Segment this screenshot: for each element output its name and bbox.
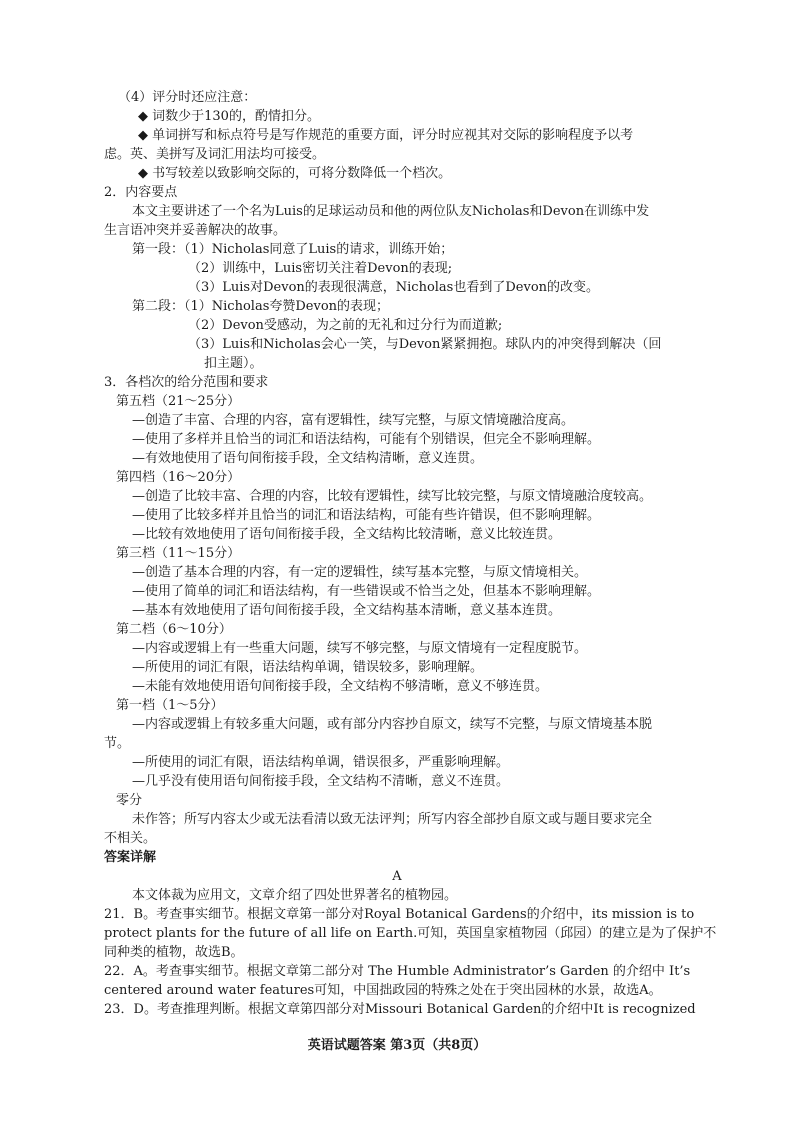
- notes-item-handwriting: ◆ 书写较差以致影响交际的，可将分数降低一个档次。: [138, 166, 452, 181]
- answer-21-cont: 同种类的植物，故选B。: [104, 945, 244, 960]
- grade1-criterion-cont: 节。: [104, 736, 131, 751]
- content-intro: 本文主要讲述了一个名为Luis的足球运动员和他的两位队友Nicholas和Devon在训练中发: [132, 204, 650, 219]
- grade1-criterion: —所使用的词汇有限，语法结构单调，错误很多，严重影响理解。: [132, 755, 510, 770]
- grade1-title: 第一档（1～5分）: [116, 698, 224, 713]
- para2-point1: 第二段：（1）Nicholas夸赞Devon的表现；: [132, 299, 390, 314]
- grade4-criterion: —比较有效地使用了语句间衔接手段，全文结构比较清晰，意义比较连贯。: [132, 527, 562, 542]
- content-intro-cont: 生言语冲突并妥善解决的故事。: [104, 223, 287, 238]
- grade0-description: 未作答；所写内容太少或无法看清以致无法评判；所写内容全部抄自原文或与题目要求完全: [132, 812, 653, 827]
- grades-heading: 3．各档次的给分范围和要求: [104, 375, 269, 390]
- grade1-criterion: —几乎没有使用语句间衔接手段，全文结构不清晰，意义不连贯。: [132, 774, 510, 789]
- grade2-title: 第二档（6～10分）: [116, 622, 232, 637]
- para1-point1: 第一段：（1）Nicholas同意了Luis的请求，训练开始；: [132, 242, 454, 257]
- grade2-criterion: —所使用的词汇有限，语法结构单调，错误较多，影响理解。: [132, 660, 484, 675]
- grade0-title: 零分: [116, 793, 143, 808]
- para2-point2: （2）Devon受感动，为之前的无礼和过分行为而道歉;: [188, 318, 503, 333]
- grade5-title: 第五档（21～25分）: [116, 394, 241, 409]
- notes-item-spelling: ◆ 单词拼写和标点符号是写作规范的重要方面，评分时应视其对交际的影响程度予以考: [138, 128, 634, 143]
- grade2-criterion: —未能有效地使用语句间衔接手段，全文结构不够清晰，意义不够连贯。: [132, 679, 549, 694]
- answer-22-cont: centered around water features可知，中国拙政园的特殊之处在于突出园林的水景，故选A。: [104, 983, 662, 998]
- grade0-description-cont: 不相关。: [104, 831, 157, 846]
- grade4-title: 第四档（16～20分）: [116, 470, 241, 485]
- grade4-criterion: —创造了比较丰富、合理的内容，比较有逻辑性，续写比较完整，与原文情境融洽度较高。: [132, 489, 653, 504]
- page-footer: 英语试题答案 第3页（共8页）: [307, 1038, 487, 1053]
- content-heading: 2．内容要点: [104, 185, 178, 200]
- para2-point3: （3）Luis和Nicholas会心一笑，与Devon紧紧拥抱。球队内的冲突得到解决（回: [188, 337, 662, 352]
- answer-23: 23．D。考查推理判断。根据文章第四部分对Missouri Botanical Garden的介绍中It is recognized: [104, 1002, 696, 1017]
- grade3-criterion: —使用了简单的词汇和语法结构，有一些错误或不恰当之处，但基本不影响理解。: [132, 584, 601, 599]
- grade3-title: 第三档（11～15分）: [116, 546, 241, 561]
- answer-21: 21．B。考查事实细节。根据文章第一部分对Royal Botanical Gardens的介绍中，its mission is to: [104, 907, 695, 922]
- grade5-criterion: —创造了丰富、合理的内容，富有逻辑性，续写完整，与原文情境融洽度高。: [132, 413, 575, 428]
- grade4-criterion: —使用了比较多样并且恰当的词汇和语法结构，可能有些许错误，但不影响理解。: [132, 508, 601, 523]
- para1-point2: （2）训练中，Luis密切关注着Devon的表现;: [188, 261, 453, 276]
- notes-item-spelling-cont: 虑。英、美拼写及词汇用法均可接受。: [104, 147, 326, 162]
- para1-point3: （3）Luis对Devon的表现很满意，Nicholas也看到了Devon的改变。: [188, 280, 600, 295]
- answers-heading: 答案详解: [104, 850, 157, 865]
- para2-point3-cont: 扣主题）。: [204, 356, 263, 371]
- grade3-criterion: —基本有效地使用了语句间衔接手段，全文结构基本清晰，意义基本连贯。: [132, 603, 562, 618]
- notes-heading: （4）评分时还应注意：: [118, 90, 257, 105]
- grade3-criterion: —创造了基本合理的内容，有一定的逻辑性，续写基本完整，与原文情境相关。: [132, 565, 588, 580]
- grade5-criterion: —使用了多样并且恰当的词汇和语法结构，可能有个别错误，但完全不影响理解。: [132, 432, 601, 447]
- answer-22: 22．A。考查事实细节。根据文章第二部分对 The Humble Administrator’s Garden 的介绍中 It’s: [104, 964, 691, 979]
- grade2-criterion: —内容或逻辑上有一些重大问题，续写不够完整，与原文情境有一定程度脱节。: [132, 641, 588, 656]
- section-intro: 本文体裁为应用文，文章介绍了四处世界著名的植物园。: [132, 888, 458, 903]
- notes-item-word-count: ◆ 词数少于130的，酌情扣分。: [138, 109, 320, 124]
- grade5-criterion: —有效地使用了语句间衔接手段，全文结构清晰，意义连贯。: [132, 451, 484, 466]
- grade1-criterion: —内容或逻辑上有较多重大问题，或有部分内容抄自原文，续写不完整，与原文情境基本脱: [132, 717, 653, 732]
- section-label: A: [392, 869, 402, 884]
- answer-21-cont: protect plants for the future of all life on Earth.可知，英国皇家植物园（邱园）的建立是为了保护不: [104, 926, 717, 941]
